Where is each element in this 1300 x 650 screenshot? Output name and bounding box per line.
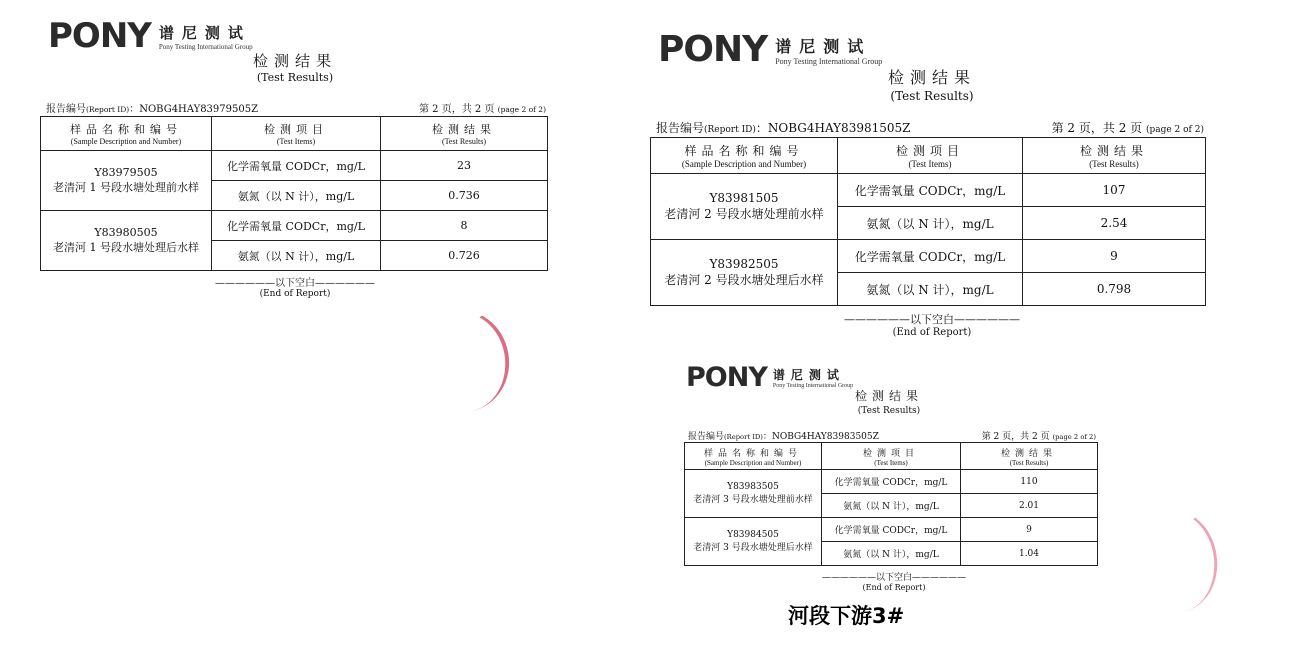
- report-title-en: (Test Results): [857, 406, 921, 416]
- pony-logo: [658, 29, 882, 70]
- item-cell: 氨氮（以 N 计），mg/L: [822, 542, 961, 566]
- logo-name-en: Pony Testing International Group: [772, 383, 854, 389]
- page-cn: 第 2 页，共 2 页: [981, 432, 1050, 442]
- sample-cell: Y83983505 老清河 3 号段水塘处理前水样: [685, 470, 822, 518]
- logo-name-cn: 谱尼测试: [772, 368, 845, 382]
- end-cn: ——————以下空白——————: [844, 313, 1020, 326]
- item-cell: 化学需氧量 CODCr，mg/L: [212, 211, 381, 241]
- table-row: [41, 151, 548, 181]
- item-cell: 化学需氧量 CODCr，mg/L: [838, 174, 1023, 207]
- report-id-label: 报告编号: [688, 432, 725, 442]
- col-sample-header: 样品名称和编号 (Sample Description and Number): [41, 117, 212, 151]
- col-sample-header: 样品名称和编号 (Sample Description and Number): [651, 138, 838, 174]
- item-cell: 氨氮（以 N 计），mg/L: [822, 494, 961, 518]
- col-items-header: 检测项目 (Test Items): [822, 443, 961, 470]
- table-header-row: [651, 138, 1206, 174]
- result-cell: 8: [381, 211, 548, 241]
- report-1: [20, 10, 580, 330]
- sample-cell: Y83979505 老清河 1 号段水塘处理前水样: [41, 151, 212, 211]
- table-header-row: [41, 117, 548, 151]
- page-info: [1052, 119, 1204, 136]
- col-results-header: 检测结果 (Test Results): [1023, 138, 1206, 174]
- report-id: NOBG4HAY83979505Z: [139, 104, 259, 115]
- col-items-header: 检测项目 (Test Items): [212, 117, 381, 151]
- logo-word: PONY: [48, 16, 151, 56]
- end-of-report: [794, 570, 994, 592]
- end-en: (End of Report): [892, 327, 972, 338]
- result-cell: 2.01: [961, 494, 1098, 518]
- sample-cell: Y83981505 老清河 2 号段水塘处理前水样: [651, 174, 838, 240]
- red-stamp: [407, 303, 517, 420]
- logo-name-cn: 谱尼测试: [158, 23, 251, 42]
- result-cell: 23: [381, 151, 548, 181]
- report-meta: [46, 100, 546, 115]
- sample-cell: Y83982505 老清河 2 号段水塘处理后水样: [651, 240, 838, 306]
- report-meta: [688, 429, 1096, 442]
- report-id-label: 报告编号: [656, 121, 705, 135]
- item-cell: 化学需氧量 CODCr，mg/L: [212, 151, 381, 181]
- results-table: [40, 116, 548, 271]
- logo-name-en: Pony Testing International Group: [775, 56, 883, 66]
- result-cell: 1.04: [961, 542, 1098, 566]
- page-en: (page 2 of 2): [1052, 433, 1096, 441]
- table-row: [41, 211, 548, 241]
- col-results-header: 检测结果 (Test Results): [381, 117, 548, 151]
- table-row: [685, 470, 1098, 494]
- report-id-label-en: (Report ID): [86, 105, 130, 114]
- sample-cell: Y83980505 老清河 1 号段水塘处理后水样: [41, 211, 212, 271]
- result-cell: 9: [961, 518, 1098, 542]
- report-id-label-en: (Report ID): [704, 125, 756, 135]
- report-title-en: (Test Results): [890, 89, 974, 103]
- results-table: [650, 137, 1206, 306]
- report-title-cn: 检测结果: [887, 68, 976, 87]
- results-table: [684, 442, 1098, 566]
- table-row: [685, 518, 1098, 542]
- item-cell: 氨氮（以 N 计），mg/L: [838, 273, 1023, 306]
- end-en: (End of Report): [862, 583, 926, 592]
- page-en: (page 2 of 2): [1145, 125, 1204, 135]
- page-en: (page 2 of 2): [497, 105, 546, 114]
- item-cell: 化学需氧量 CODCr，mg/L: [822, 470, 961, 494]
- result-cell: 9: [1023, 240, 1206, 273]
- sample-cell: Y83984505 老清河 3 号段水塘处理后水样: [685, 518, 822, 566]
- logo-name-en: Pony Testing International Group: [158, 42, 253, 51]
- col-sample-header: 样品名称和编号 (Sample Description and Number): [685, 443, 822, 470]
- report-id-label: 报告编号: [46, 104, 86, 115]
- end-of-report: [170, 274, 420, 299]
- logo-name-cn: 谱尼测试: [775, 36, 872, 56]
- item-cell: 氨氮（以 N 计），mg/L: [212, 241, 381, 271]
- report-id-line: 报告编号(Report ID)：NOBG4HAY83979505Z: [46, 104, 259, 115]
- item-cell: 化学需氧量 CODCr，mg/L: [822, 518, 961, 542]
- page-cn: 第 2 页，共 2 页: [1051, 121, 1143, 135]
- item-cell: 氨氮（以 N 计），mg/L: [838, 207, 1023, 240]
- col-results-header: 检测结果 (Test Results): [961, 443, 1098, 470]
- end-cn: ——————以下空白——————: [215, 278, 375, 289]
- red-stamp: [1127, 505, 1223, 618]
- page-info: [982, 429, 1096, 442]
- item-cell: 氨氮（以 N 计），mg/L: [212, 181, 381, 211]
- page-info: [419, 100, 546, 115]
- result-cell: 0.798: [1023, 273, 1206, 306]
- report-3: [664, 356, 1124, 606]
- result-cell: 0.736: [381, 181, 548, 211]
- caption-downstream: 河段下游3#: [788, 604, 905, 628]
- result-cell: 2.54: [1023, 207, 1206, 240]
- report-2: [632, 15, 1232, 345]
- report-title-cn: 检测结果: [854, 389, 923, 403]
- result-cell: 110: [961, 470, 1098, 494]
- report-id-label-en: (Report ID): [724, 433, 763, 441]
- table-row: [651, 240, 1206, 273]
- end-of-report: [802, 311, 1062, 338]
- report-title-en: (Test Results): [256, 71, 334, 84]
- report-id: NOBG4HAY83981505Z: [767, 121, 911, 135]
- logo-word: PONY: [658, 29, 768, 70]
- table-row: [651, 174, 1206, 207]
- report-meta: [656, 119, 1204, 136]
- table-header-row: [685, 443, 1098, 470]
- report-id-line: 报告编号(Report ID)：NOBG4HAY83981505Z: [656, 121, 911, 135]
- report-id-line: 报告编号(Report ID)：NOBG4HAY83983505Z: [688, 432, 879, 442]
- report-id: NOBG4HAY83983505Z: [771, 432, 879, 442]
- logo-word: PONY: [686, 362, 767, 393]
- item-cell: 化学需氧量 CODCr，mg/L: [838, 240, 1023, 273]
- end-cn: ——————以下空白——————: [821, 573, 966, 583]
- result-cell: 0.726: [381, 241, 548, 271]
- end-en: (End of Report): [259, 289, 331, 299]
- result-cell: 107: [1023, 174, 1206, 207]
- col-items-header: 检测项目 (Test Items): [838, 138, 1023, 174]
- page-cn: 第 2 页，共 2 页: [419, 104, 495, 115]
- report-title-cn: 检测结果: [252, 52, 337, 70]
